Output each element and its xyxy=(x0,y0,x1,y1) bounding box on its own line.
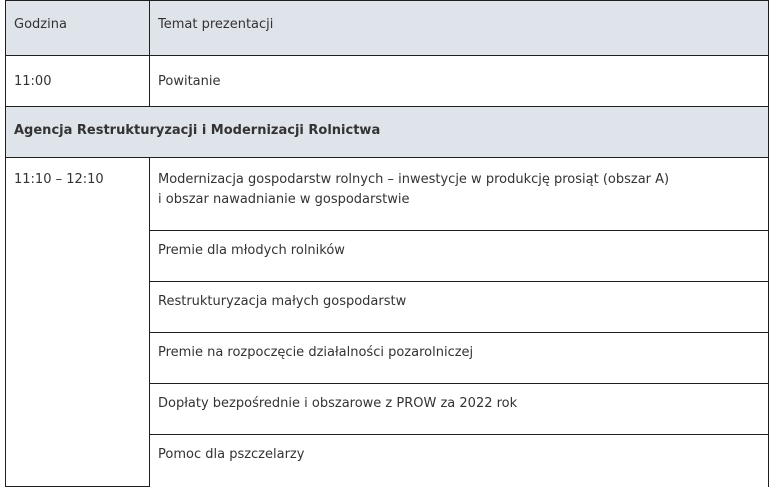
session-topic-4: Premie na rozpoczęcie działalności pozarolniczej xyxy=(150,333,769,384)
welcome-time: 11:00 xyxy=(6,56,150,107)
section-header-row xyxy=(6,107,769,158)
session-topic-1-line-2: i obszar nawadnianie w gospodarstwie xyxy=(158,192,410,207)
header-time: Godzina xyxy=(6,1,150,56)
table-row xyxy=(6,158,769,231)
table-row-welcome xyxy=(6,56,769,107)
session-topic-1-line-1: Modernizacja gospodarstw rolnych – inwestycje w produkcję prosiąt (obszar A) xyxy=(158,172,670,187)
session-topic-3: Restrukturyzacja małych gospodarstw xyxy=(150,282,769,333)
session-topic-5: Dopłaty bezpośrednie i obszarowe z PROW za 2022 rok xyxy=(150,384,769,435)
section-title: Agencja Restrukturyzacji i Modernizacji Rolnictwa xyxy=(6,107,769,158)
table-header-row xyxy=(6,1,769,56)
session-topic-2: Premie dla młodych rolników xyxy=(150,231,769,282)
session-topic-6: Pomoc dla pszczelarzy xyxy=(150,435,769,487)
welcome-topic: Powitanie xyxy=(150,56,769,107)
session-topic-1 xyxy=(150,158,769,231)
header-topic: Temat prezentacji xyxy=(150,1,769,56)
session-time: 11:10 – 12:10 xyxy=(6,158,150,487)
agenda-table xyxy=(5,0,769,487)
